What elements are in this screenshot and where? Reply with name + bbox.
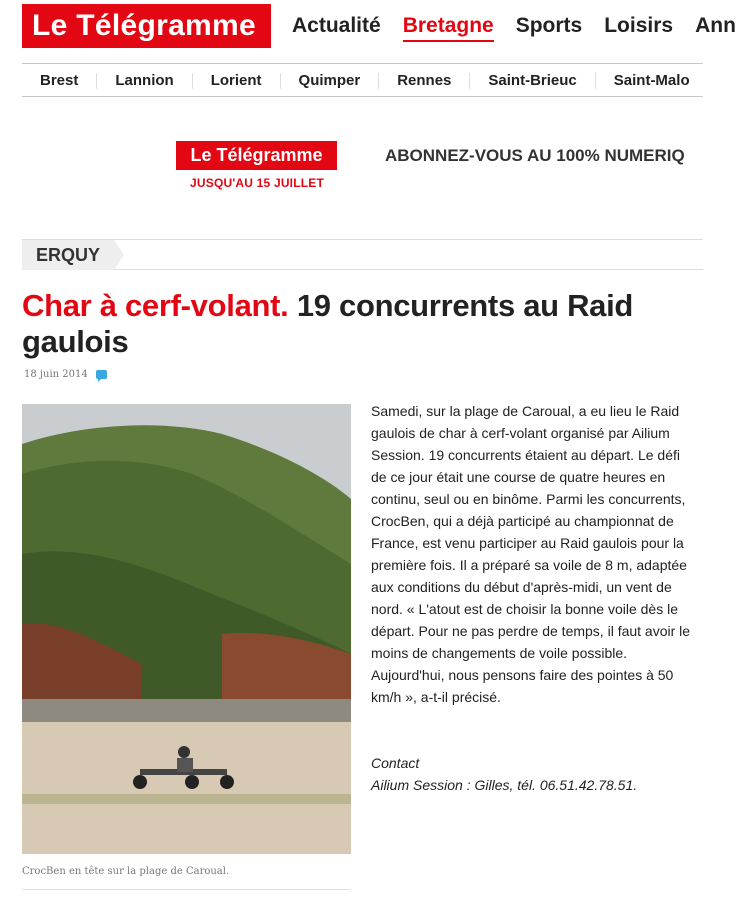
top-navigation xyxy=(0,0,736,62)
subnav-lorient[interactable]: Lorient xyxy=(193,73,281,89)
promo-logo: Le Télégramme xyxy=(176,141,337,170)
promo-date: JUSQU'AU 15 JUILLET xyxy=(190,176,325,190)
nav-actualite[interactable]: Actualité xyxy=(292,14,381,37)
main-nav xyxy=(292,4,736,48)
subnav-brest[interactable]: Brest xyxy=(22,73,97,89)
subnav-rennes[interactable]: Rennes xyxy=(379,73,470,89)
nav-sports[interactable]: Sports xyxy=(515,14,583,37)
caption-divider xyxy=(22,889,351,890)
subnav-lannion[interactable]: Lannion xyxy=(97,73,192,89)
subscription-banner[interactable] xyxy=(176,141,703,193)
section-tab[interactable]: ERQUY xyxy=(22,240,114,270)
article-date: 18 juin 2014 xyxy=(24,369,88,380)
subnav-saint-brieuc[interactable]: Saint-Brieuc xyxy=(470,73,595,89)
headline-title: 19 concurrents au Raid gaulois xyxy=(22,288,634,359)
contact-label: Contact xyxy=(371,755,420,771)
city-subnav xyxy=(22,63,703,97)
photo-caption: CrocBen en tête sur la plage de Caroual. xyxy=(22,866,230,877)
nav-bretagne[interactable]: Bretagne xyxy=(403,4,494,48)
subnav-quimper[interactable]: Quimper xyxy=(281,73,380,89)
comment-icon[interactable] xyxy=(96,370,107,379)
article-body: Samedi, sur la plage de Caroual, a eu lieu le Raid gaulois de char à cerf-volant organisé par Ailium Session. 19 concurrents étaient au départ. Le défi de ce jour était une course de quatre heures en continu, seul ou en binôme. Parmi les concurrents, CrocBen, qui a déjà participé au championnat de France, est venu participer au Raid gaulois pour la première fois. Il a préparé sa voile de 8 m, adaptée aux conditions du début d'après-midi, un vent de nord. « L'atout est de choisir la bonne voile dès le départ. Pour ne pas perdre de temps, il faut avoir le moins de changements de voile possible. Aujourd'hui, nous pensons faire des pointes à 50 km/h », a-t-il précisé. xyxy=(371,403,691,705)
promo-text: ABONNEZ-VOUS AU 100% NUMERIQ xyxy=(385,146,685,165)
headline-kicker: Char à cerf-volant. xyxy=(22,288,289,323)
article-meta xyxy=(24,369,107,380)
site-logo[interactable]: Le Télégramme xyxy=(22,4,271,48)
kite-buggy-photo xyxy=(22,404,351,854)
section-divider xyxy=(22,239,703,270)
contact-block xyxy=(371,752,691,796)
nav-annonces[interactable]: Ann xyxy=(695,14,736,37)
article-headline xyxy=(22,288,662,360)
article-photo[interactable] xyxy=(22,404,351,854)
subnav-saint-malo[interactable]: Saint-Malo xyxy=(613,72,690,89)
nav-loisirs[interactable]: Loisirs xyxy=(604,14,674,37)
contact-text: Ailium Session : Gilles, tél. 06.51.42.78.51. xyxy=(371,777,638,793)
